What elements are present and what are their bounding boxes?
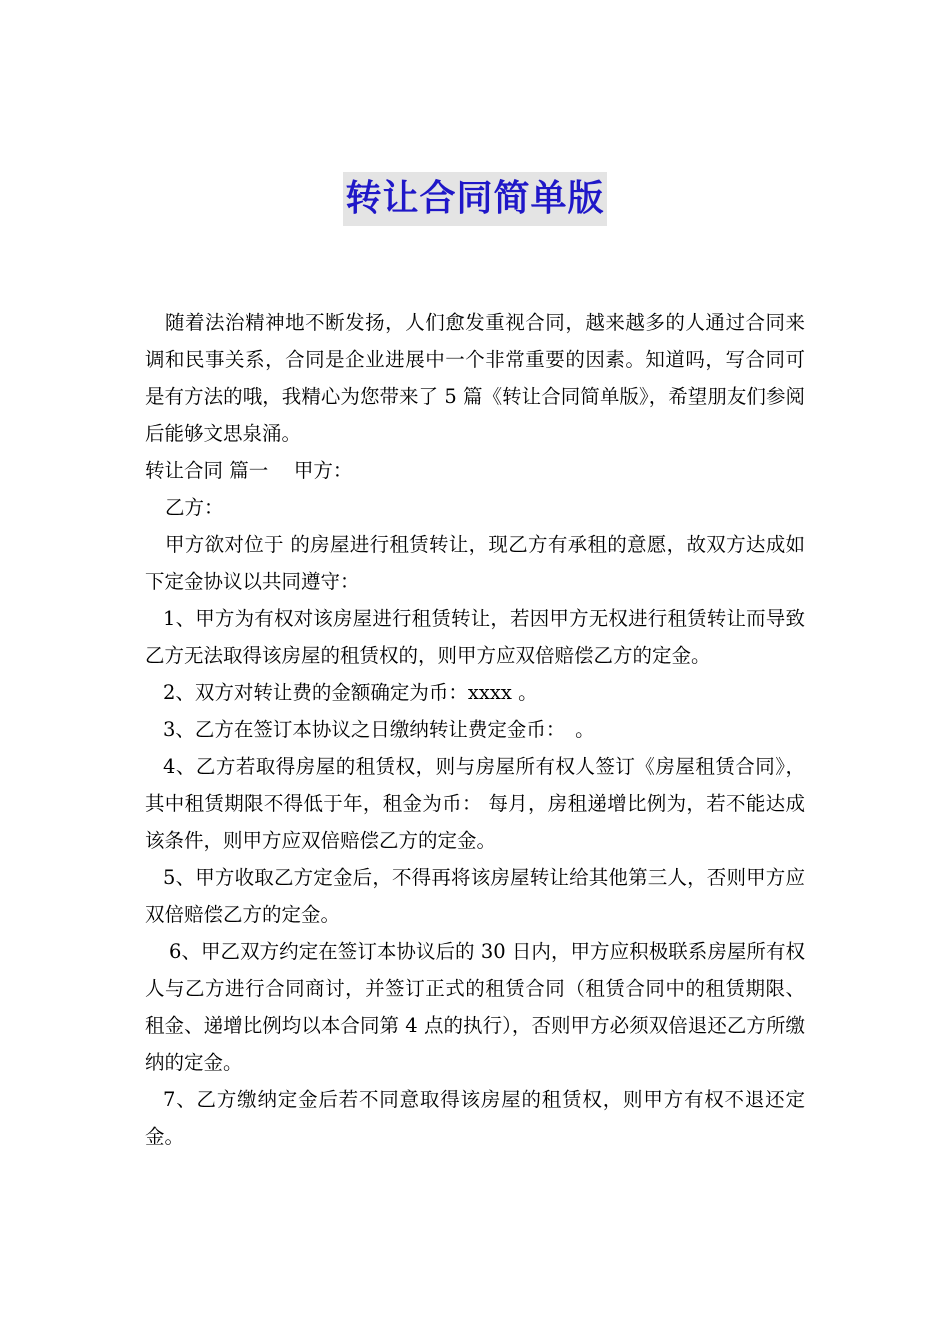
agreement-preamble: 甲方欲对位于 的房屋进行租赁转让，现乙方有承租的意愿，故双方达成如下定金协议以共同遵守： — [145, 533, 805, 593]
intro-paragraph: 随着法治精神地不断发扬，人们愈发重视合同，越来越多的人通过合同来调和民事关系，合同是企业进展中一个非常重要的因素。知道吗，写合同可是有方法的哦，我精心为您带来了 5 篇《转让合同简单版》，希望朋友们参阅后能够文思泉涌。 — [145, 311, 805, 445]
clause-5: 5、甲方收取乙方定金后，不得再将该房屋转让给其他第三人，否则甲方应双倍赔偿乙方的定金。 — [145, 866, 805, 926]
clause-3: 3、乙方在签订本协议之日缴纳转让费定金币： 。 — [163, 718, 595, 741]
section-heading: 转让合同 篇一 甲方： — [145, 459, 353, 482]
clause-2: 2、双方对转让费的金额确定为币：xxxx 。 — [163, 681, 538, 704]
clause-1: 1、甲方为有权对该房屋进行租赁转让，若因甲方无权进行租赁转让而导致乙方无法取得该房屋的租赁权的，则甲方应双倍赔偿乙方的定金。 — [145, 607, 805, 667]
clause-7: 7、乙方缴纳定金后若不同意取得该房屋的租赁权，则甲方有权不退还定金。 — [145, 1088, 805, 1148]
title-container — [0, 172, 950, 226]
document-body — [145, 304, 805, 1155]
clause-6: 6、甲乙双方约定在签订本协议后的 30 日内，甲方应积极联系房屋所有权人与乙方进行合同商讨，并签订正式的租赁合同（租赁合同中的租赁期限、租金、递增比例均以本合同第 4 点的执行），否则甲方必须双倍退还乙方所缴纳的定金。 — [145, 940, 805, 1074]
party-b-line: 乙方： — [165, 496, 224, 519]
clause-4: 4、乙方若取得房屋的租赁权，则与房屋所有权人签订《房屋租赁合同》，其中租赁期限不得低于年，租金为币： 每月，房租递增比例为，若不能达成该条件，则甲方应双倍赔偿乙方的定金。 — [145, 755, 805, 852]
document-title: 转让合同简单版 — [343, 172, 606, 226]
